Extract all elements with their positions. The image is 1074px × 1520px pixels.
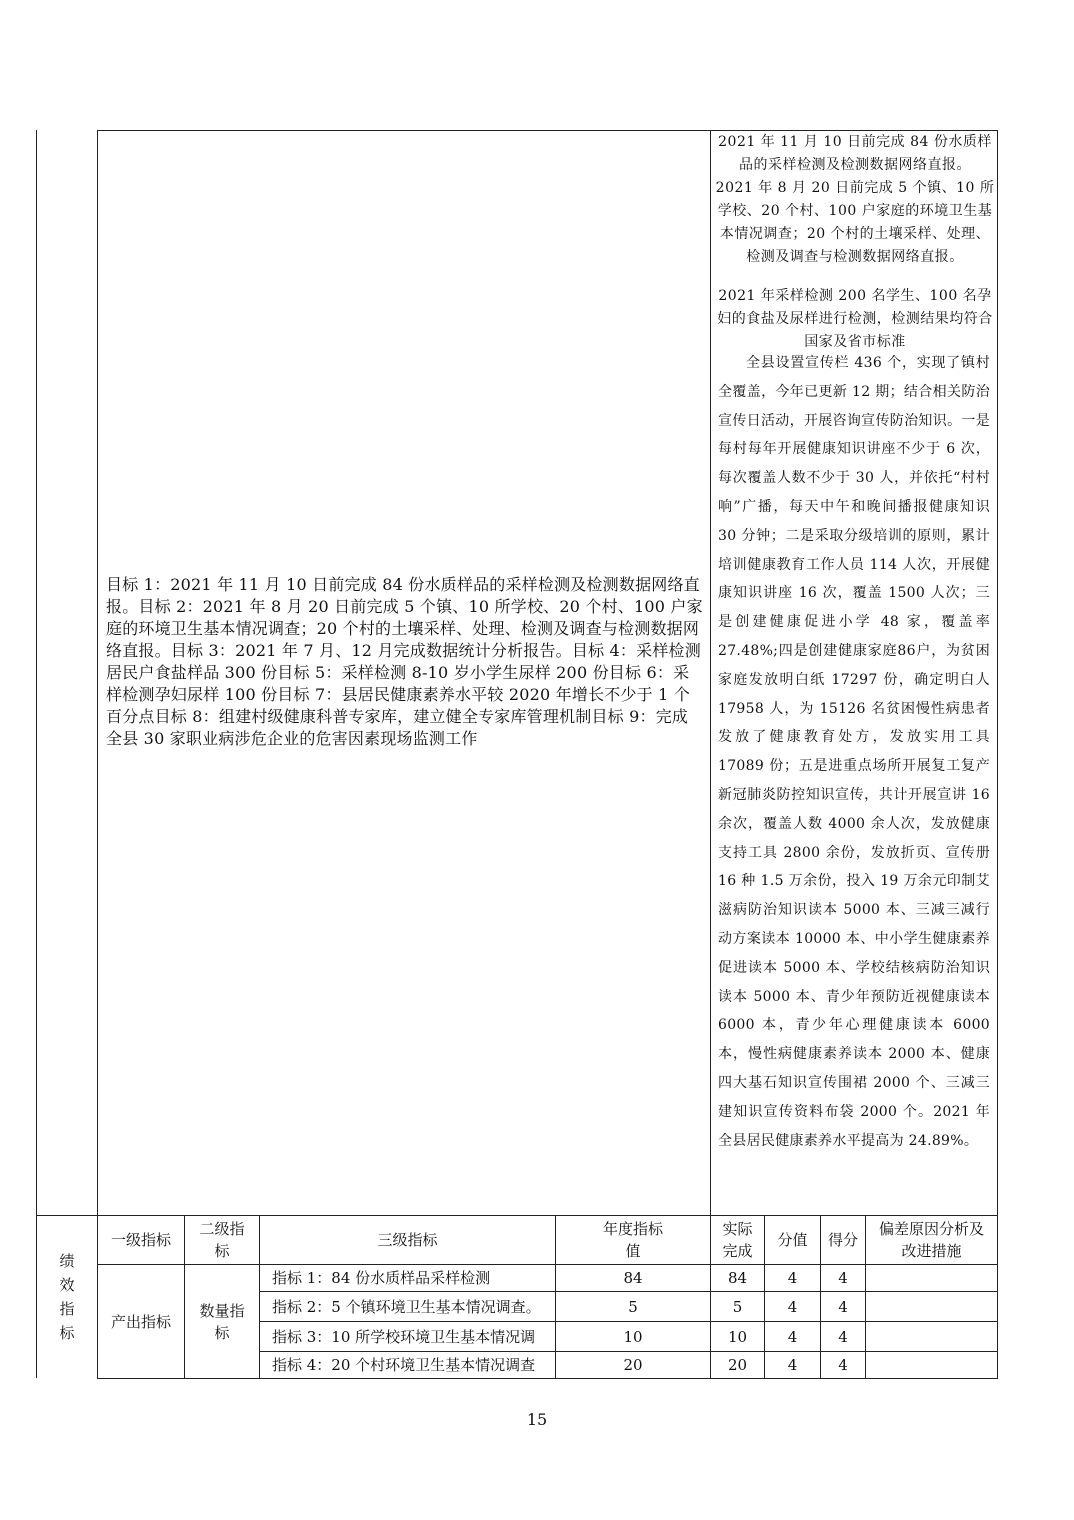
indicator-actual: 10 [727, 1327, 748, 1346]
header-score: 得分 [827, 1231, 858, 1249]
indicator-score: 4 [838, 1269, 848, 1287]
result-text-3: 2021 年采样检测 200 名学生、100 名孕妇的食盐及尿样进行检测，检测结果均符合国家及省市标准 [717, 288, 993, 350]
result-text-1: 2021 年 11 月 10 日前完成 84 份水质样品的采样检测及检测数据网络直报。 [718, 134, 992, 173]
indicator-target: 5 [628, 1297, 638, 1316]
level2-quantity: 数量指标 [199, 1301, 245, 1342]
indicator-name: 指标 3：10 所学校环境卫生基本情况调 [272, 1327, 536, 1346]
header-level3: 三级指标 [377, 1231, 438, 1249]
indicator-actual: 5 [732, 1297, 743, 1316]
indicator-name: 指标 4：20 个村环境卫生基本情况调查 [272, 1356, 536, 1374]
indicator-name: 指标 1：84 份水质样品采样检测 [272, 1269, 491, 1287]
indicator-weight: 4 [787, 1297, 798, 1316]
perf-section-label: 绩效指标 [59, 1252, 75, 1342]
header-level2: 二级指标 [199, 1220, 245, 1260]
indicator-actual: 84 [727, 1269, 748, 1287]
page-number: 15 [526, 1410, 548, 1429]
level1-output: 产出指标 [110, 1312, 171, 1331]
indicator-analysis [866, 1352, 997, 1378]
result-text-2: 2021 年 8 月 20 日前完成 5 个镇、10 所学校、20 个村、100 户家庭的环境卫生基本情况调查；20 个村的土壤采样、处理、检测及调查与检测数据网络直报。 [715, 180, 995, 265]
indicator-analysis [866, 1265, 997, 1291]
indicator-analysis [866, 1322, 997, 1351]
indicator-score: 4 [838, 1327, 848, 1346]
result-health-promotion [718, 349, 990, 1155]
annual-goals-text: 目标 1：2021 年 11 月 10 日前完成 84 份水质样品的采样检测及检测数据网络直报。目标 2：2021 年 8 月 20 日前完成 5 个镇、10 所学校、20 个村、100 户家庭的环境卫生基本情况调查；20 个村的土壤采样、处理、检测及调查与检测数据网络直报。目标 3：2021 年 7 月、12 月完成数据统计分析报告。目标 4：采样检测居民户食盐样品 300 份目标 5：采样检测 8-10 岁小学生尿样 200 份目标 6：采样检测孕妇尿样 100 份目标 7：县居民健康素养水平较 2020 年增长不少于 1 个百分点目标 8：组建村级健康科普专家库，建立健全专家库管理机制目标 9：完成全县 30 家职业病涉危企业的危害因素现场监测工作 [106, 575, 703, 748]
header-actual: 实际完成 [722, 1220, 753, 1260]
header-target: 年度指标值 [602, 1220, 663, 1260]
result-environment-survey [714, 177, 996, 269]
indicator-weight: 4 [787, 1356, 798, 1374]
header-analysis: 偏差原因分析及改进措施 [878, 1220, 984, 1260]
result-salt-urine [714, 285, 996, 354]
indicator-score: 4 [838, 1297, 848, 1316]
header-weight: 分值 [777, 1231, 808, 1249]
indicator-actual: 20 [727, 1356, 748, 1374]
indicator-target: 84 [623, 1269, 643, 1287]
result-text-4: 全县设置宣传栏 436 个，实现了镇村全覆盖，今年已更新 12 期；结合相关防治宣传日活动，开展咨询宣传防治知识。一是每村每年开展健康知识讲座不少于 6 次，每次覆盖人数不少于 30 人，并依托“村村响”广播，每天中午和晚间播报健康知识 30 分钟；二是采取分级培训的原则，累计培训健康教育工作人员 114 人次，开展健康知识讲座 16 次，覆盖 1500 人次；三是创建健康促进小学 48 家，覆盖率 27.48%;四是创建健康家庭86户，为贫困家庭发放明白纸 17297 份，确定明白人 17958 人，为 15126 名贫困慢性病患者发放了健康教育处方，发放实用工具 17089 份；五是进重点场所开展复工复产新冠肺炎防控知识宣传，共计开展宣讲 16 余次，覆盖人数 4000 余人次，发放健康支持工具 2800 余份，发放折页、宣传册 16 种 1.5 万余份，投入 19 万余元印制艾滋病防治知识读本 5000 本、三减三减行动方案读本 10000 本、中小学生健康素养促进读本 5000 本、学校结核病防治知识读本 5000 本、青少年预防近视健康读本 6000 本，青少年心理健康读本 6000 本，慢性病健康素养读本 2000 本、健康四大基石知识宣传围裙 2000 个、三减三建知识宣传资料布袋 2000 个。2021 年全县居民健康素养水平提高为 24.89%。 [718, 355, 990, 1149]
header-level1: 一级指标 [110, 1231, 171, 1249]
annual-goals-cell [106, 574, 704, 750]
indicator-weight: 4 [787, 1269, 798, 1287]
indicator-score: 4 [838, 1356, 848, 1374]
result-water-quality [714, 131, 996, 177]
indicator-target: 10 [623, 1327, 643, 1346]
indicator-weight: 4 [787, 1327, 798, 1346]
indicator-target: 20 [623, 1356, 643, 1374]
indicator-analysis [866, 1292, 997, 1321]
indicator-name: 指标 2：5 个镇环境卫生基本情况调查。 [272, 1297, 541, 1316]
